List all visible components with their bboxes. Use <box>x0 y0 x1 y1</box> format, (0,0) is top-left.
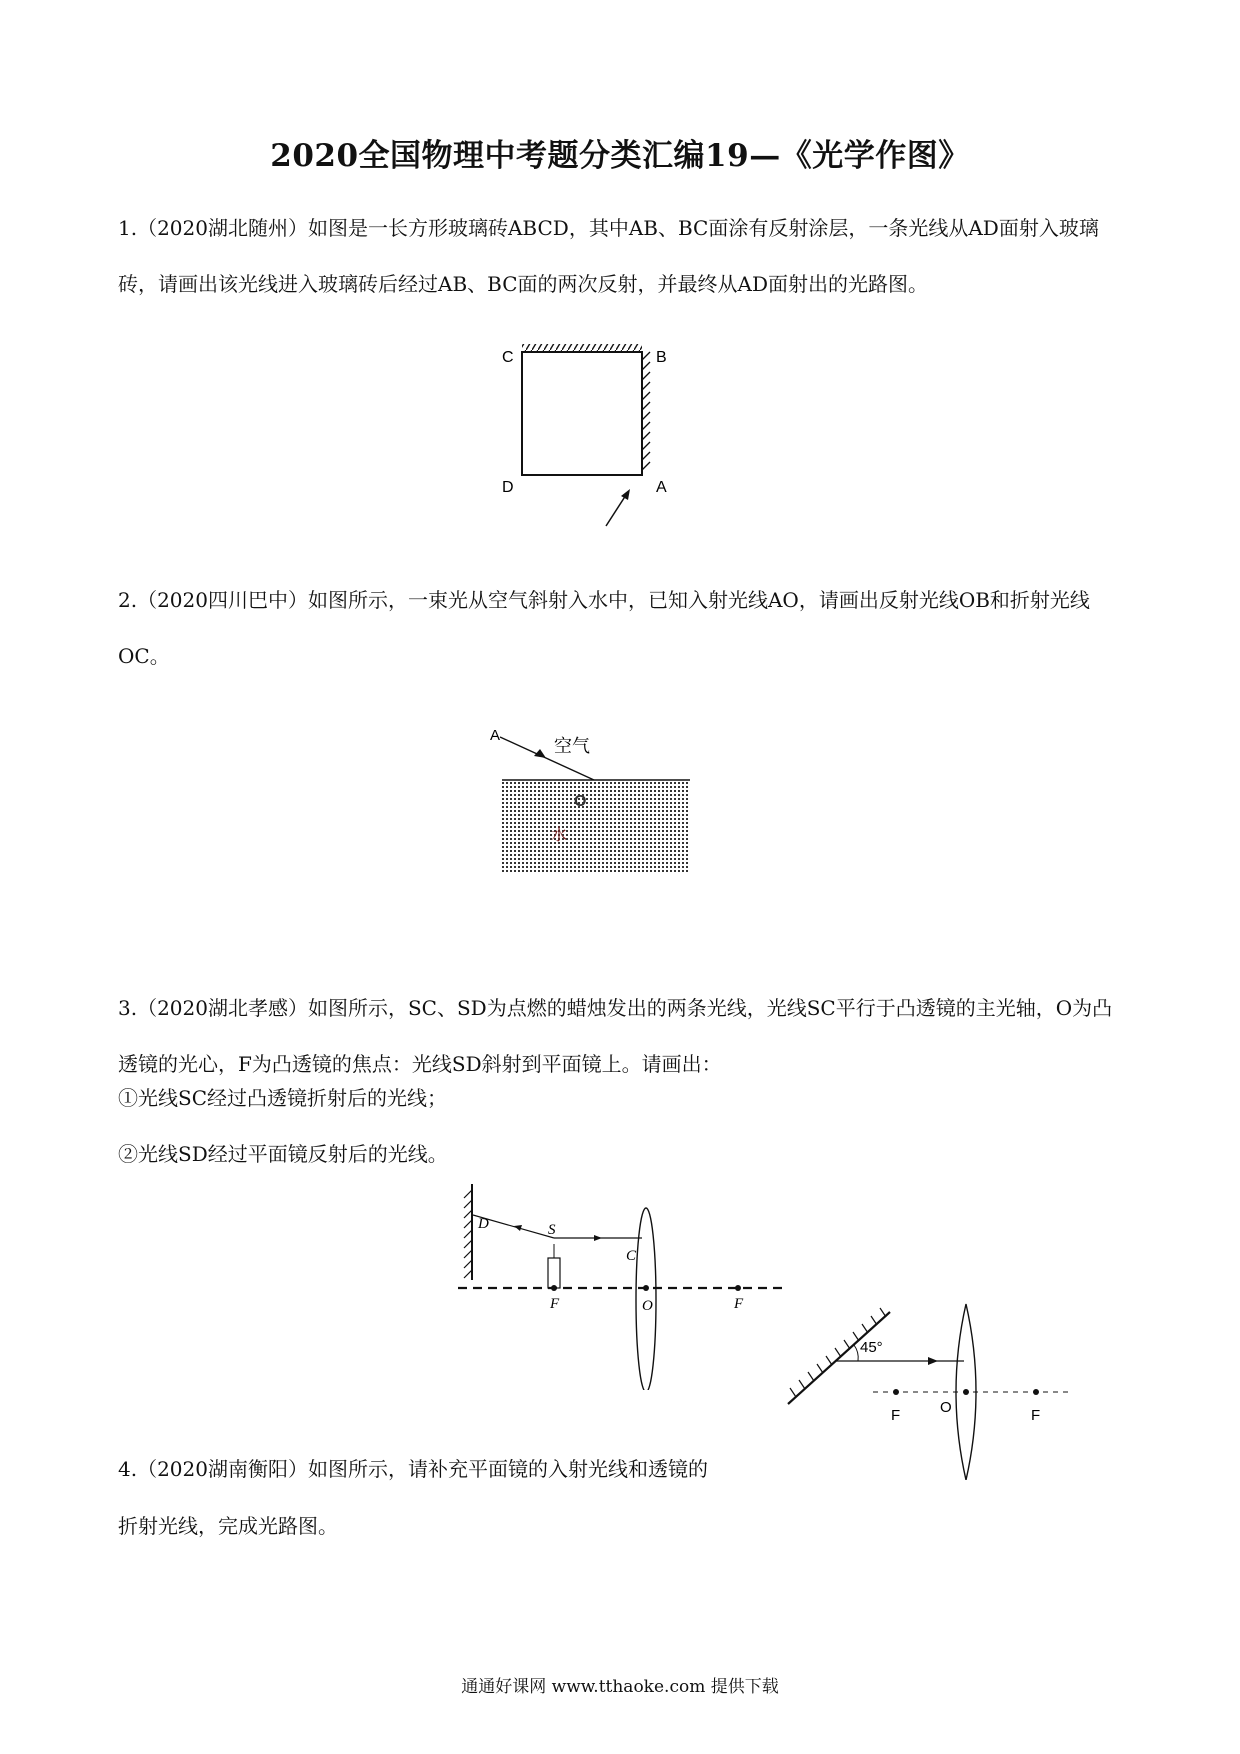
label-F-left: F <box>891 1407 901 1424</box>
ray-SC-arrowhead <box>594 1235 602 1241</box>
label-C: C <box>502 349 514 366</box>
brick-hatch-right <box>642 352 650 470</box>
angle-arc <box>854 1345 858 1361</box>
brick-hatch-top <box>522 344 642 352</box>
figure-mirror-lens <box>778 1300 1078 1480</box>
focus-left <box>551 1285 557 1291</box>
label-A: A <box>656 479 667 496</box>
figure-glass-brick <box>490 340 690 540</box>
label-S: S <box>548 1222 556 1238</box>
plane-mirror-45 <box>788 1312 890 1404</box>
label-B: B <box>656 349 667 366</box>
page-footer: 通通好课网 www.tthaoke.com 提供下载 <box>461 1677 779 1697</box>
page-title: 2020全国物理中考题分类汇编19—《光学作图》 <box>270 138 970 174</box>
angle-label: 45° <box>860 1339 883 1356</box>
question-3-text: 3.（2020湖北孝感）如图所示，SC、SD为点燃的蜡烛发出的两条光线，光线SC平行于凸透镜的主光轴，O为凸透镜的光心，F为凸透镜的焦点：光线SD斜射到平面镜上。请画出： <box>118 996 1113 1076</box>
label-air: 空气 <box>554 736 590 756</box>
candle <box>548 1258 560 1288</box>
label-F-right: F <box>1031 1407 1041 1424</box>
question-4-text-line-2: 折射光线，完成光路图。 <box>118 1514 338 1538</box>
figure-candle-lens <box>458 1180 788 1390</box>
label-F-left: F <box>550 1296 560 1312</box>
label-D: D <box>478 1216 489 1232</box>
incident-arrowhead <box>621 489 630 500</box>
label-water: 水 <box>551 827 568 844</box>
question-4-text-line-1: 4.（2020湖南衡阳）如图所示，请补充平面镜的入射光线和透镜的 <box>118 1457 708 1481</box>
label-C: C <box>626 1248 637 1264</box>
label-A: A <box>490 727 501 744</box>
incident-ray <box>606 495 626 526</box>
question-3-sub-2: ②光线SD经过平面镜反射后的光线。 <box>118 1142 448 1166</box>
focus-right <box>735 1285 741 1291</box>
glass-brick <box>522 352 642 475</box>
reflected-ray-arrowhead <box>928 1357 938 1365</box>
label-O: O <box>940 1399 952 1416</box>
label-F-right: F <box>734 1296 744 1312</box>
label-O: O <box>642 1298 653 1314</box>
mirror-hatch <box>464 1190 472 1278</box>
focus-right <box>1033 1389 1039 1395</box>
label-O: O <box>574 793 587 810</box>
optical-center <box>643 1285 649 1291</box>
question-2-text: 2.（2020四川巴中）如图所示，一束光从空气斜射入水中，已知入射光线AO，请画出反射光线OB和折射光线OC。 <box>118 588 1090 668</box>
optical-center <box>963 1389 969 1395</box>
ray-SD-arrowhead <box>514 1225 522 1231</box>
label-D: D <box>502 479 514 496</box>
water-region <box>502 782 690 874</box>
question-1-text: 1.（2020湖北随州）如图是一长方形玻璃砖ABCD，其中AB、BC面涂有反射涂层，一条光线从AD面射入玻璃砖，请画出该光线进入玻璃砖后经过AB、BC面的两次反射，并最终从AD面射出的光路图。 <box>118 216 1099 296</box>
figure-air-water <box>486 722 706 882</box>
question-3-sub-1: ①光线SC经过凸透镜折射后的光线； <box>118 1086 448 1110</box>
focus-left <box>893 1389 899 1395</box>
